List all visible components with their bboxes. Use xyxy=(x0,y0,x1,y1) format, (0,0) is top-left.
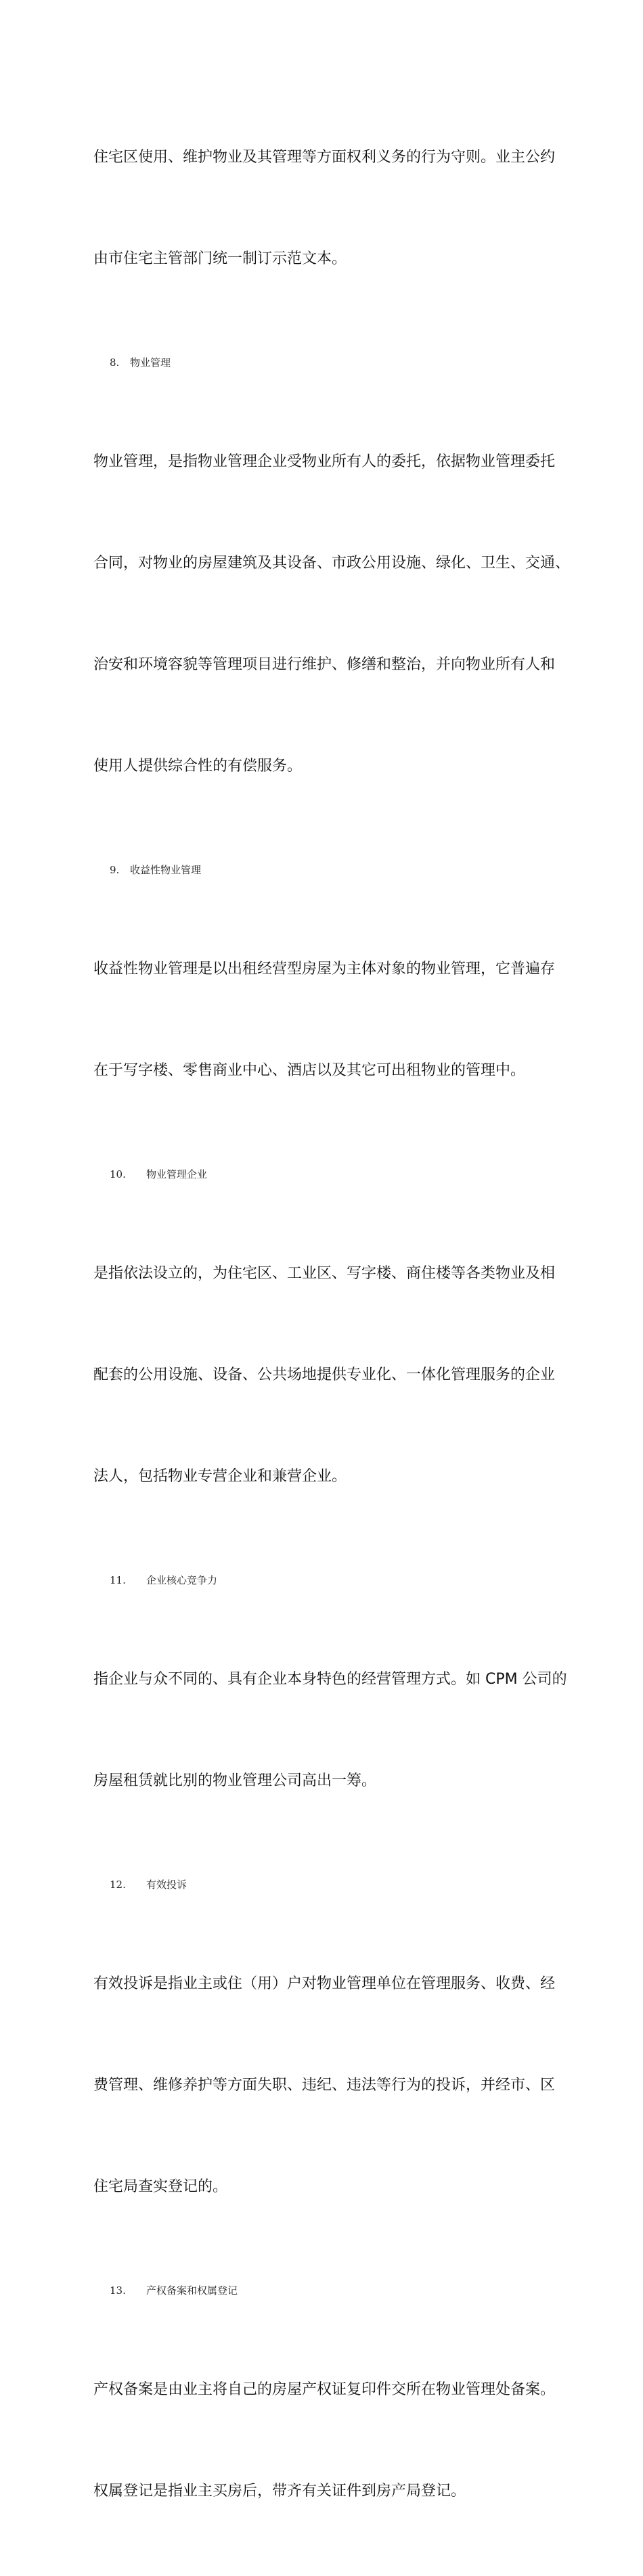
section-number: 10. xyxy=(110,1168,126,1180)
document-body xyxy=(93,73,575,2576)
paragraph-line: 住宅局查实登记的。 xyxy=(93,2178,228,2195)
section-title: 企业核心竞争力 xyxy=(146,1574,218,1586)
paragraph-line: 是指依法设立的，为住宅区、工业区、写字楼、商住楼等各类物业及相 xyxy=(93,1265,556,1282)
paragraph-line: 产权备案是由业主将自己的房屋产权证复印件交所在物业管理处备案。 xyxy=(93,2381,556,2398)
paragraph-line: 治安和环境容貌等管理项目进行维护、修缮和整治，并向物业所有人和 xyxy=(93,656,556,673)
paragraph-line: 收益性物业管理是以出租经营型房屋为主体对象的物业管理，它普遍存 xyxy=(93,961,556,978)
paragraph-line: 配套的公用设施、设备、公共场地提供专业化、一体化管理服务的企业 xyxy=(93,1366,556,1383)
section-title: 收益性物业管理 xyxy=(130,864,202,876)
section-number: 11. xyxy=(110,1574,126,1586)
paragraph-core-competence xyxy=(93,1595,575,1866)
section-heading-13 xyxy=(93,2284,575,2297)
paragraph-line: 由市住宅主管部门统一制订示范文本。 xyxy=(93,250,347,267)
paragraph-valid-complaint xyxy=(93,1900,575,2272)
paragraph-line: 使用人提供综合性的有偿服务。 xyxy=(93,758,303,775)
paragraph-line: 费管理、维修养护等方面失职、违纪、违法等行为的投诉，并经市、区 xyxy=(93,2077,556,2094)
section-title: 物业管理 xyxy=(130,356,171,369)
paragraph-property-registration xyxy=(93,2305,575,2576)
paragraph-line: 合同，对物业的房屋建筑及其设备、市政公用设施、绿化、卫生、交通、 xyxy=(93,555,571,572)
section-number: 13. xyxy=(110,2284,126,2297)
paragraph-line: 有效投诉是指业主或住（用）户对物业管理单位在管理服务、收费、经 xyxy=(93,1975,556,1992)
paragraph-owner-covenant xyxy=(93,73,575,344)
paragraph-management-enterprise xyxy=(93,1189,575,1561)
paragraph-line: 指企业与众不同的、具有企业本身特色的经营管理方式。如 CPM 公司的 xyxy=(93,1671,567,1688)
section-heading-8 xyxy=(93,356,575,369)
paragraph-line: 在于写字楼、零售商业中心、酒店以及其它可出租物业的管理中。 xyxy=(93,1062,526,1079)
paragraph-line: 法人，包括物业专营企业和兼营企业。 xyxy=(93,1468,347,1485)
section-heading-9 xyxy=(93,863,575,877)
paragraph-income-property-management xyxy=(93,885,575,1155)
section-title: 有效投诉 xyxy=(146,1879,187,1891)
paragraph-line: 物业管理，是指物业管理企业受物业所有人的委托，依据物业管理委托 xyxy=(93,453,556,470)
section-heading-11 xyxy=(93,1573,575,1587)
section-heading-12 xyxy=(93,1878,575,1891)
section-title: 产权备案和权属登记 xyxy=(146,2284,238,2297)
paragraph-line: 权属登记是指业主买房后，带齐有关证件到房产局登记。 xyxy=(93,2483,466,2500)
paragraph-line: 房屋租赁就比别的物业管理公司高出一筹。 xyxy=(93,1772,377,1789)
section-number: 12. xyxy=(110,1879,126,1891)
section-number: 9. xyxy=(110,864,120,876)
section-number: 8. xyxy=(110,356,120,369)
paragraph-property-management xyxy=(93,377,575,851)
section-title: 物业管理企业 xyxy=(146,1168,208,1180)
section-heading-10 xyxy=(93,1168,575,1181)
paragraph-line: 住宅区使用、维护物业及其管理等方面权利义务的行为守则。业主公约 xyxy=(93,149,556,166)
